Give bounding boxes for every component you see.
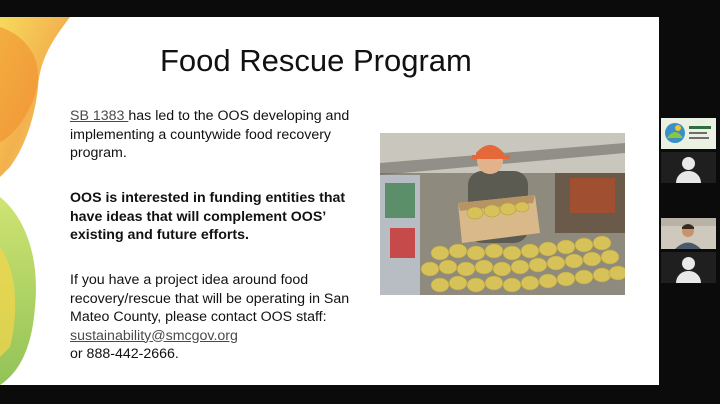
county-logo-icon — [661, 118, 716, 149]
sb1383-link[interactable]: SB 1383 — [70, 108, 129, 124]
slide-title: Food Rescue Program — [160, 43, 472, 78]
avatar-placeholder-icon — [682, 257, 695, 270]
participant-tile-avatar-2[interactable] — [661, 252, 716, 283]
participant-tile-avatar[interactable] — [661, 152, 716, 183]
paragraph-contact — [70, 271, 370, 364]
contact-text: If you have a project idea around food recovery/rescue that will be operating in San Mateo County, please contact OOS staff: — [70, 272, 350, 325]
email-link[interactable]: sustainability@smcgov.org — [70, 327, 238, 344]
paragraph-sb1383-text: has led to the OOS developing and implementing a countywide food recovery program. — [70, 108, 350, 161]
paragraph-sb1383 — [70, 107, 370, 163]
potatoes-photo — [380, 133, 625, 295]
paragraph-funding: OOS is interested in funding entities that have ideas that will complement OOS’ existing and future efforts. — [70, 190, 346, 243]
phone-text: or 888-442-2666. — [70, 346, 179, 362]
participant-tile-logo[interactable] — [661, 118, 716, 149]
participant-video-icon — [661, 218, 716, 249]
presentation-slide — [0, 17, 659, 385]
participant-tile-video[interactable] — [661, 218, 716, 249]
avatar-placeholder-icon — [682, 157, 695, 170]
